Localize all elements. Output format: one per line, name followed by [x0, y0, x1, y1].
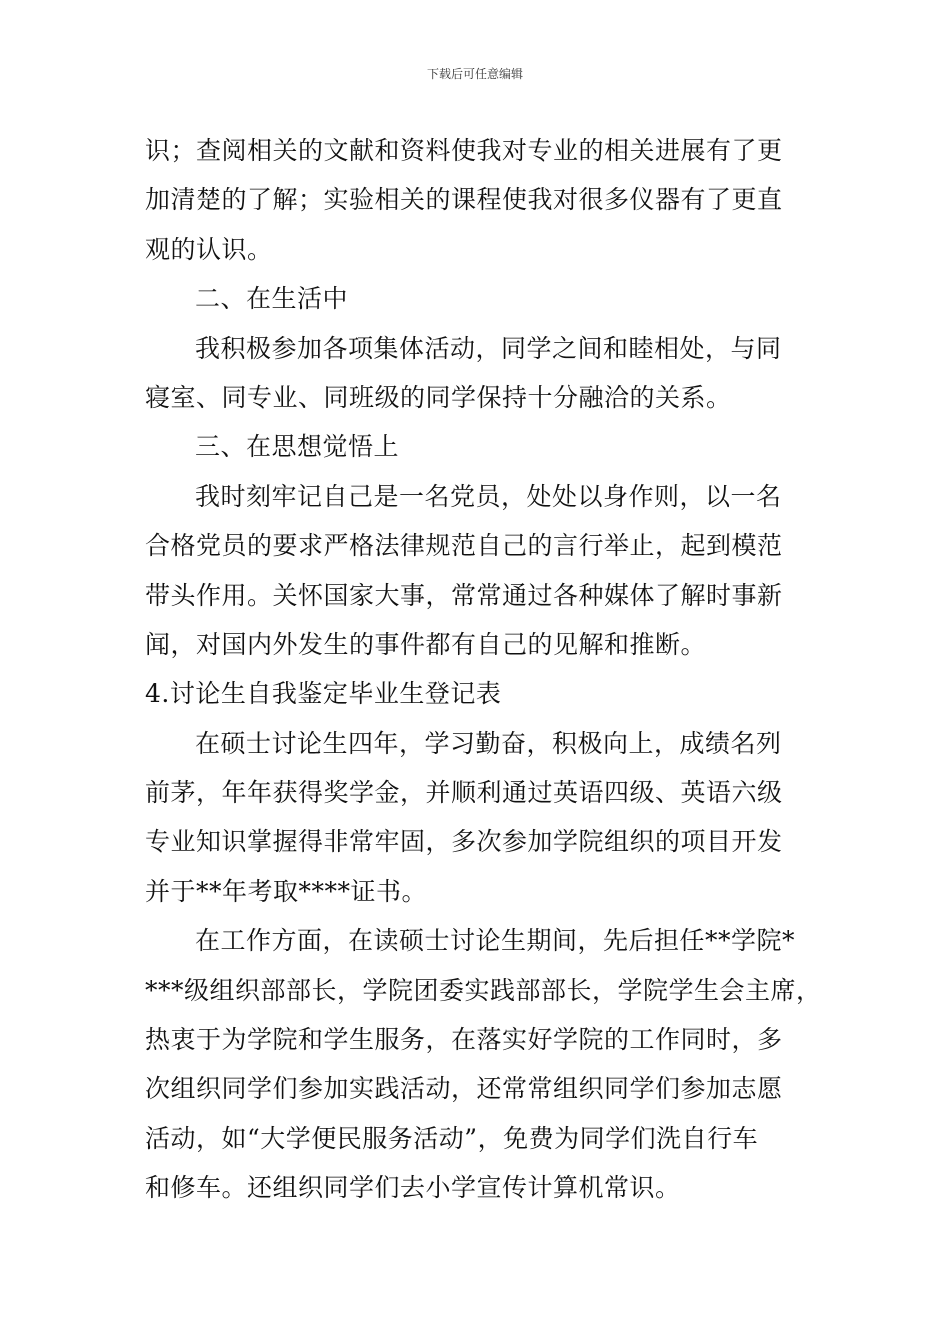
- paragraph-line: 加清楚的了解；实验相关的课程使我对很多仪器有了更直: [145, 185, 783, 215]
- paragraph-line: 前茅，年年获得奖学金，并顺利通过英语四级、英语六级: [145, 778, 783, 808]
- paragraph-line: ***级组织部部长，学院团委实践部部长，学院学生会主席，: [145, 975, 822, 1005]
- paragraph-line: 带头作用。关怀国家大事，常常通过各种媒体了解时事新: [145, 580, 783, 610]
- paragraph-line: 和修车。还组织同学们去小学宣传计算机常识。: [145, 1173, 681, 1203]
- paragraph-line: 热衷于为学院和学生服务，在落实好学院的工作同时，多: [145, 1025, 783, 1055]
- paragraph-line: 合格党员的要求严格法律规范自己的言行举止，起到模范: [145, 531, 783, 561]
- paragraph-line: 次组织同学们参加实践活动，还常常组织同学们参加志愿: [145, 1074, 783, 1104]
- paragraph-line: 并于**年考取****证书。: [145, 876, 428, 906]
- paragraph-line: 活动，如“大学便民服务活动”，免费为同学们洗自行车: [145, 1123, 759, 1153]
- paragraph-line: 寝室、同专业、同班级的同学保持十分融洽的关系。: [145, 382, 732, 412]
- paragraph-line: 专业知识掌握得非常牢固，多次参加学院组织的项目开发: [145, 827, 783, 857]
- section-heading: 三、在思想觉悟上: [195, 432, 400, 462]
- paragraph-line: 在硕士讨论生四年，学习勤奋，积极向上，成绩名列: [195, 728, 782, 758]
- paragraph-line: 识；查阅相关的文献和资料使我对专业的相关进展有了更: [145, 136, 783, 165]
- paragraph-line: 闻，对国内外发生的事件都有自己的见解和推断。: [145, 629, 707, 659]
- paragraph-line: 我时刻牢记自己是一名党员，处处以身作则，以一名: [195, 481, 782, 511]
- page-header: 下载后可任意编辑: [426, 67, 523, 81]
- paragraph-line: 在工作方面，在读硕士讨论生期间，先后担任**学院*: [195, 926, 796, 956]
- section-heading: 二、在生活中: [195, 284, 349, 314]
- article-heading: 4.讨论生自我鉴定毕业生登记表: [145, 679, 502, 709]
- paragraph-line: 观的认识。: [145, 234, 273, 264]
- paragraph-line: 我积极参加各项集体活动，同学之间和睦相处，与同: [195, 333, 782, 363]
- document-body: [145, 126, 822, 1213]
